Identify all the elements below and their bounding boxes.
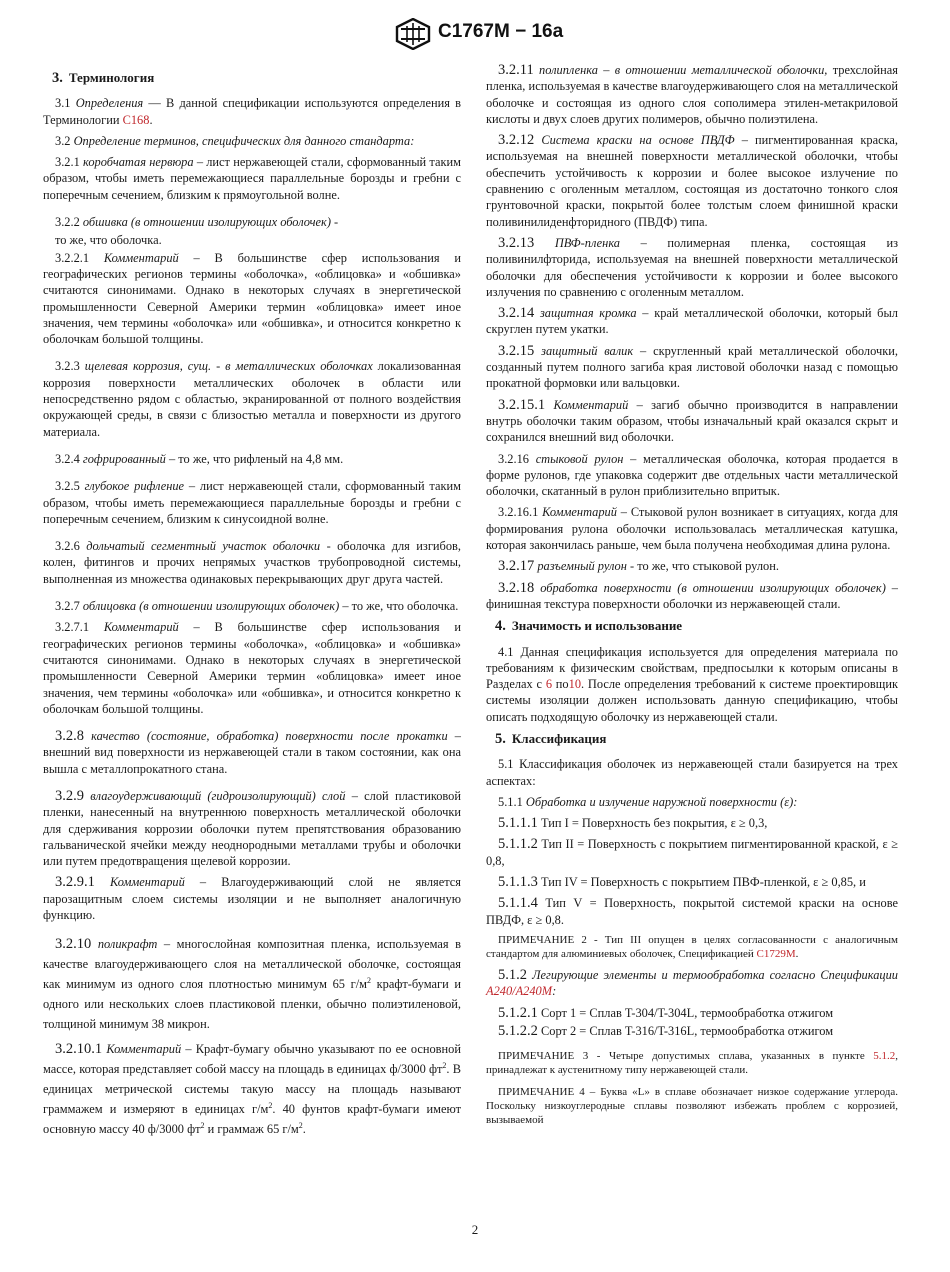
para-3-2-16-1: 3.2.16.1 Комментарий – Стыковой рулон возникает в ситуациях, когда для формирования рулона оболочки использовалась металлическая катушка, которая закончилась раньше, чем была получена необходимая длина рулона.	[486, 505, 898, 553]
link-a240[interactable]: A240/A240M	[486, 984, 553, 999]
para-3-2-12: 3.2.12 Система краски на основе ПВДФ – пигментированная краска, используемая на внешней поверхности металлической оболочки, чтобы обеспечить устойчивость к коррозии и более высокое излучение по сравнению с оголенным металлом, состоящая из достаточно тонкого слоя грунтовочной краски, покрытой более толстым слоем финишной краски поливинилиденфторидного (ПВДФ) типа.	[486, 132, 898, 229]
astm-logo-icon	[395, 18, 431, 50]
section-5-heading: 5. Классификация	[495, 730, 607, 747]
para-3-2-18: 3.2.18 обработка поверхности (в отношении изолирующих оболочек) – финишная текстура поверхности оболочки из нержавеющей стали.	[486, 579, 898, 611]
para-5-1-2: 5.1.2 Легирующие элементы и термообработка согласно Спецификации A240/A240M:	[486, 966, 898, 999]
para-5-1-2-2: 5.1.2.2 Сорт 2 = Сплав T-316/T-316L, термообработка отжигом	[498, 1022, 834, 1039]
note-2: ПРИМЕЧАНИЕ 2 - Тип III опущен в целях согласованности с аналогичным стандартом для алюминиевых оболочек, Спецификацией C1729M.	[486, 933, 898, 960]
para-3-2-17: 3.2.17 разъемный рулон - то же, что стыковой рулон.	[498, 558, 779, 575]
para-3-2-6: 3.2.6 дольчатый сегментный участок оболочки - оболочка для изгибов, колен, фитингов и прочих непрямых участков трубопроводной системы, выполненная из множества одинаковых перекрывающих друг друга частей.	[43, 539, 461, 586]
para-3-2-1: 3.2.1 коробчатая нервюра – лист нержавеющей стали, сформованный таким образом, чтобы иметь перемежающиеся параллельные борозды и гребни с поперечным сечением, близким к прямоугольной волне.	[43, 155, 461, 202]
para-3-2: 3.2 Определение терминов, специфических для данного стандарта:	[55, 133, 415, 148]
para-5-1-1-2: 5.1.1.2 Тип II = Поверхность с покрытием пигментированной краской, ε ≥ 0,8,	[486, 836, 898, 868]
link-c1729m[interactable]: C1729M	[756, 947, 796, 960]
para-3-2-2-1: 3.2.2.1 Комментарий – В большинстве сфер использования и географических регионов термины «оболочка», «облицовка» и «обшивка» считаются синонимами. Однако в некоторых случаях в энергетической промышленности Северной Америки термин «облицовка» имеет иное значения, чем термины «оболочка» или «обшивка», и относится конкретно к оболочкам большой толщины.	[43, 250, 461, 347]
section-4-heading: 4. Значимость и использование	[495, 618, 683, 635]
para-3-2-5: 3.2.5 глубокое рифление – лист нержавеющей стали, сформованный таким образом, чтобы иметь перемежающиеся параллельные борозды и гребни с поперечным сечением, близким к синусоидной волне.	[43, 479, 461, 526]
para-3-2-9: 3.2.9 влагоудерживающий (гидроизолирующий) слой – слой пластиковой пленки, нанесенный на внутреннюю поверхность металлической оболочки для сдерживания коррозии оболочки путем препятствования образованию гальванической ячейки между неоднородными металлами трубы и оболочки или путем предотвращения щелевой коррозии.	[43, 787, 461, 869]
para-3-2-15-1: 3.2.15.1 Комментарий – загиб обычно производится в направлении внутрь оболочки таким образом, чтобы изначальный край оказался скрыт и сохранился внешний вид оболочки.	[486, 396, 898, 445]
para-5-1-1-3: 5.1.1.3 Тип IV = Поверхность с покрытием ПВФ-пленкой, ε ≥ 0,85, и	[498, 874, 866, 891]
page-header	[0, 18, 950, 52]
note-3: ПРИМЕЧАНИЕ 3 - Четыре допустимых сплава, указанных в пункте 5.1.2, принадлежат к аустенитному типу нержавеющей стали.	[486, 1050, 898, 1077]
para-3-2-8: 3.2.8 качество (состояние, обработка) поверхности после прокатки – внешний вид поверхности из нержавеющей стали в таком состоянии, как она вышла с металлопрокатного стана.	[43, 728, 461, 776]
para-3-2-14: 3.2.14 защитная кромка – край металлической оболочки, который был скруглен путем укатки.	[486, 305, 898, 337]
para-3-2-4: 3.2.4 гофрированный – то же, что рифленый на 4,8 мм.	[55, 451, 344, 466]
para-3-2-11: 3.2.11 полипленка – в отношении металлической оболочки, трехслойная пленка, используемая в качестве влагоудерживающего слоя на металлической оболочке и состоящая из одного слоя сополимера этилен-метакриловой кислоты и двух слоев других полимеров, обычно полиэтилена.	[486, 62, 898, 126]
para-5-1: 5.1 Классификация оболочек из нержавеющей стали базируется на трех аспектах:	[486, 757, 898, 788]
link-section-10[interactable]: 10	[568, 677, 582, 692]
para-5-1-1: 5.1.1 Обработка и излучение наружной поверхности (ε):	[498, 794, 798, 809]
para-3-2-2-cont: то же, что оболочка.	[55, 233, 162, 248]
para-3-2-3: 3.2.3 щелевая коррозия, сущ. - в металлических оболочках локализованная коррозия поверхности металлических оболочек в области или непосредственно рядом с областью, экранированной от полного воздействия окружающей среды, в связи с близостью металла и поверхности из другого материала.	[43, 359, 461, 439]
para-3-1: 3.1 Определения — В данной спецификации используются определения в Терминологии C168.	[43, 96, 461, 127]
para-3-2-15: 3.2.15 защитный валик – скругленный край металлической оболочки, созданный путем полного загиба края листовой оболочки назад с помощью прокатной формовки или вальцовки.	[486, 342, 898, 391]
para-3-2-10-1: 3.2.10.1 Комментарий – Крафт-бумагу обычно указывают по ее основной массе, которая представляет собой массу на площадь в единицах ф/3000 $фт^2$. В единицах метрической системы такую массу на площадь называют граммажем и измеряют в единицах $г/м^2$. 40 фунтов крафт-бумаги имеют основную массу 40 ф/3000 $фт^2$ и граммаж 65 $г/м^2$.	[43, 1041, 461, 1137]
link-5-1-2[interactable]: 5.1.2	[873, 1050, 896, 1063]
para-3-2-13: 3.2.13 ПВФ-пленка – полимерная пленка, состоящая из поливинилфторида, используемая на внешней поверхности металлической оболочки для обеспечения устойчивости к коррозии и более высокого излучения по сравнению с оголенным металлом.	[486, 234, 898, 299]
para-3-2-10: 3.2.10 поликрафт – многослойная композитная пленка, используемая в качестве влагоудерживающего слоя на металлической оболочке, состоящая как минимум из одного слоя плотностью минимум 65 $г/м^2$ крафт-бумаги и одного или нескольких слоев пластиковой пленки, обычно полиэтиленовой, толщиной минимум 38 микрон.	[43, 936, 461, 1032]
para-5-1-1-1: 5.1.1.1 Тип I = Поверхность без покрытия, ε ≥ 0,3,	[498, 815, 768, 832]
para-5-1-1-4: 5.1.1.4 Тип V = Поверхность, покрытой системой краски на основе ПВДФ, ε ≥ 0,8.	[486, 895, 898, 927]
para-3-2-7-1: 3.2.7.1 Комментарий – В большинстве сфер использования и географических регионов термины «оболочка», «облицовка» и «обшивка» считаются синонимами. Однако в некоторых случаях в энергетической промышленности Северной Америки термин «облицовка» имеет иное значения, чем термины «оболочка» или «обшивка», и относится конкретно к оболочкам большой толщины.	[43, 620, 461, 716]
left-column	[43, 64, 461, 1144]
para-3-2-16: 3.2.16 стыковой рулон – металлическая оболочка, которая продается в форме рулонов, где упаковка содержит две отдельных части металлической оболочки, скатанный в рулон приблизительно впритык.	[486, 451, 898, 499]
link-section-6[interactable]: 6	[545, 677, 553, 692]
para-3-2-2: 3.2.2 обшивка (в отношении изолирующих оболочек) -	[55, 215, 339, 230]
para-5-1-2-1: 5.1.2.1 Сорт 1 = Сплав T-304/T-304L, термообработка отжигом	[498, 1004, 834, 1021]
link-c168[interactable]: C168	[122, 112, 150, 127]
para-4-1: 4.1 Данная спецификация используется для определения материала по требованиям к физическим свойствам, предпосылки к которым описаны в Разделах с 6 по10. После определения требований к системе проектировщик системы изоляции должен использовать данную спецификацию, чтобы описать подходящую оболочку из нержавеющей стали.	[486, 644, 898, 724]
para-3-2-9-1: 3.2.9.1 Комментарий – Влагоудерживающий слой не является парозащитным слоем системы изоляции и не выполняет аналогичную функцию.	[43, 874, 461, 923]
standard-designation: C1767M − 16a	[438, 21, 564, 42]
section-3-heading: 3. Терминология	[52, 70, 155, 86]
page-number: 2	[471, 1222, 479, 1237]
note-4: ПРИМЕЧАНИЕ 4 – Буква «L» в сплаве обозначает низкое содержание углерода. Поскольку низкоуглеродные сплавы позволяют избежать проблем с коррозией, вызываемой	[486, 1086, 898, 1127]
right-column	[486, 62, 898, 1133]
para-3-2-7: 3.2.7 облицовка (в отношении изолирующих оболочек) – то же, что оболочка.	[55, 599, 459, 614]
